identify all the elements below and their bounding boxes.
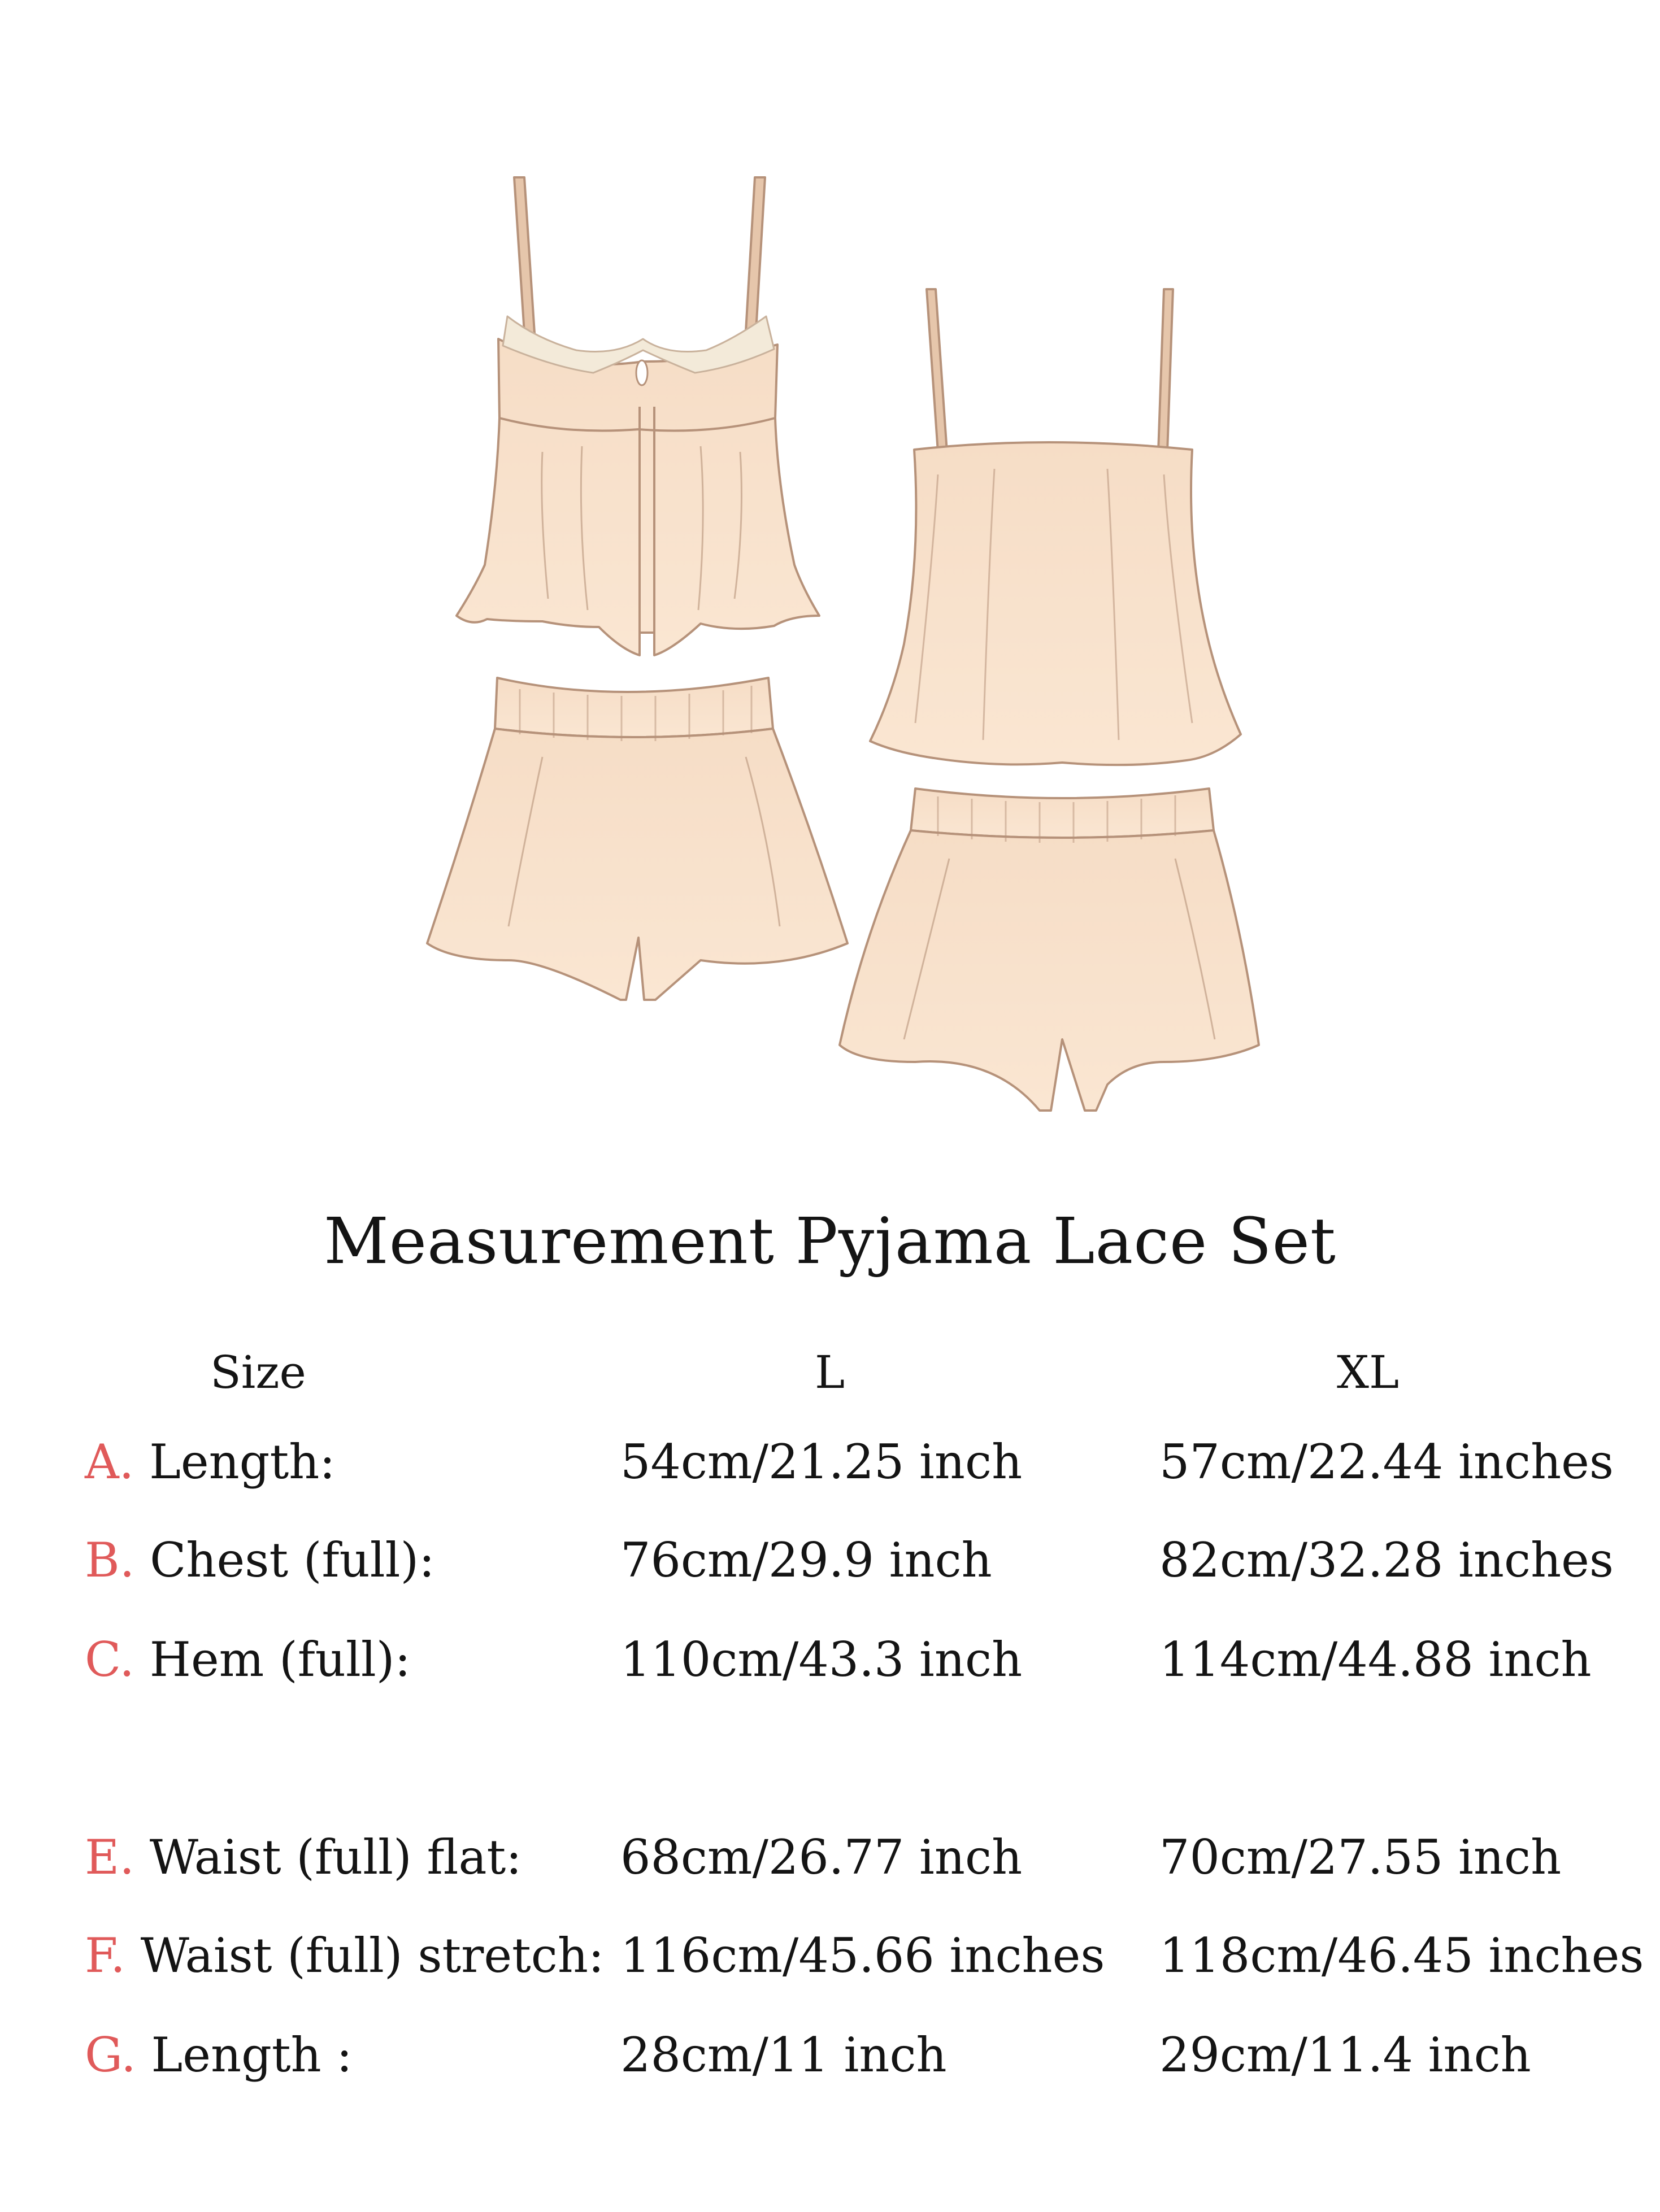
header-size: Size (210, 1346, 306, 1399)
row-label (85, 1434, 336, 1490)
row-letter: B. (85, 1532, 135, 1588)
plain-camisole-icon (870, 289, 1241, 765)
row-label (85, 1631, 411, 1688)
page-title: Measurement Pyjama Lace Set (324, 1205, 1336, 1278)
row-letter: E. (85, 1830, 135, 1885)
row-name: Length : (151, 2027, 353, 2083)
header-xl: XL (1337, 1346, 1400, 1399)
row-name: Chest (full): (150, 1532, 435, 1588)
row-letter: C. (85, 1632, 134, 1687)
row-value-xl: 29cm/11.4 inch (1159, 2027, 1531, 2083)
row-value-l: 110cm/43.3 inch (620, 1632, 1023, 1687)
row-label (85, 2027, 353, 2083)
row-name: Waist (full) stretch: (140, 1928, 605, 1983)
lace-camisole-icon (457, 177, 819, 655)
row-letter: F. (85, 1928, 125, 1983)
row-label (85, 1532, 435, 1588)
row-letter: G. (85, 2027, 136, 2083)
row-value-xl: 118cm/46.45 inches (1159, 1928, 1644, 1983)
row-value-xl: 82cm/32.28 inches (1159, 1532, 1614, 1588)
row-value-l: 54cm/21.25 inch (620, 1434, 1023, 1490)
row-value-xl: 57cm/22.44 inches (1159, 1434, 1614, 1490)
shorts-icon (427, 678, 848, 1000)
row-value-l: 28cm/11 inch (620, 2027, 947, 2083)
row-value-xl: 70cm/27.55 inch (1159, 1830, 1562, 1885)
row-value-xl: 114cm/44.88 inch (1159, 1632, 1592, 1687)
row-value-l: 76cm/29.9 inch (620, 1532, 992, 1588)
shorts-icon (840, 789, 1259, 1111)
row-value-l: 68cm/26.77 inch (620, 1830, 1023, 1885)
header-l: L (815, 1346, 845, 1399)
row-name: Waist (full) flat: (149, 1830, 522, 1885)
row-letter: A. (85, 1434, 134, 1490)
row-value-l: 116cm/45.66 inches (620, 1928, 1105, 1983)
row-label (85, 1829, 522, 1886)
row-name: Hem (full): (149, 1632, 411, 1687)
row-label (85, 1927, 604, 1984)
row-name: Length: (149, 1434, 336, 1490)
